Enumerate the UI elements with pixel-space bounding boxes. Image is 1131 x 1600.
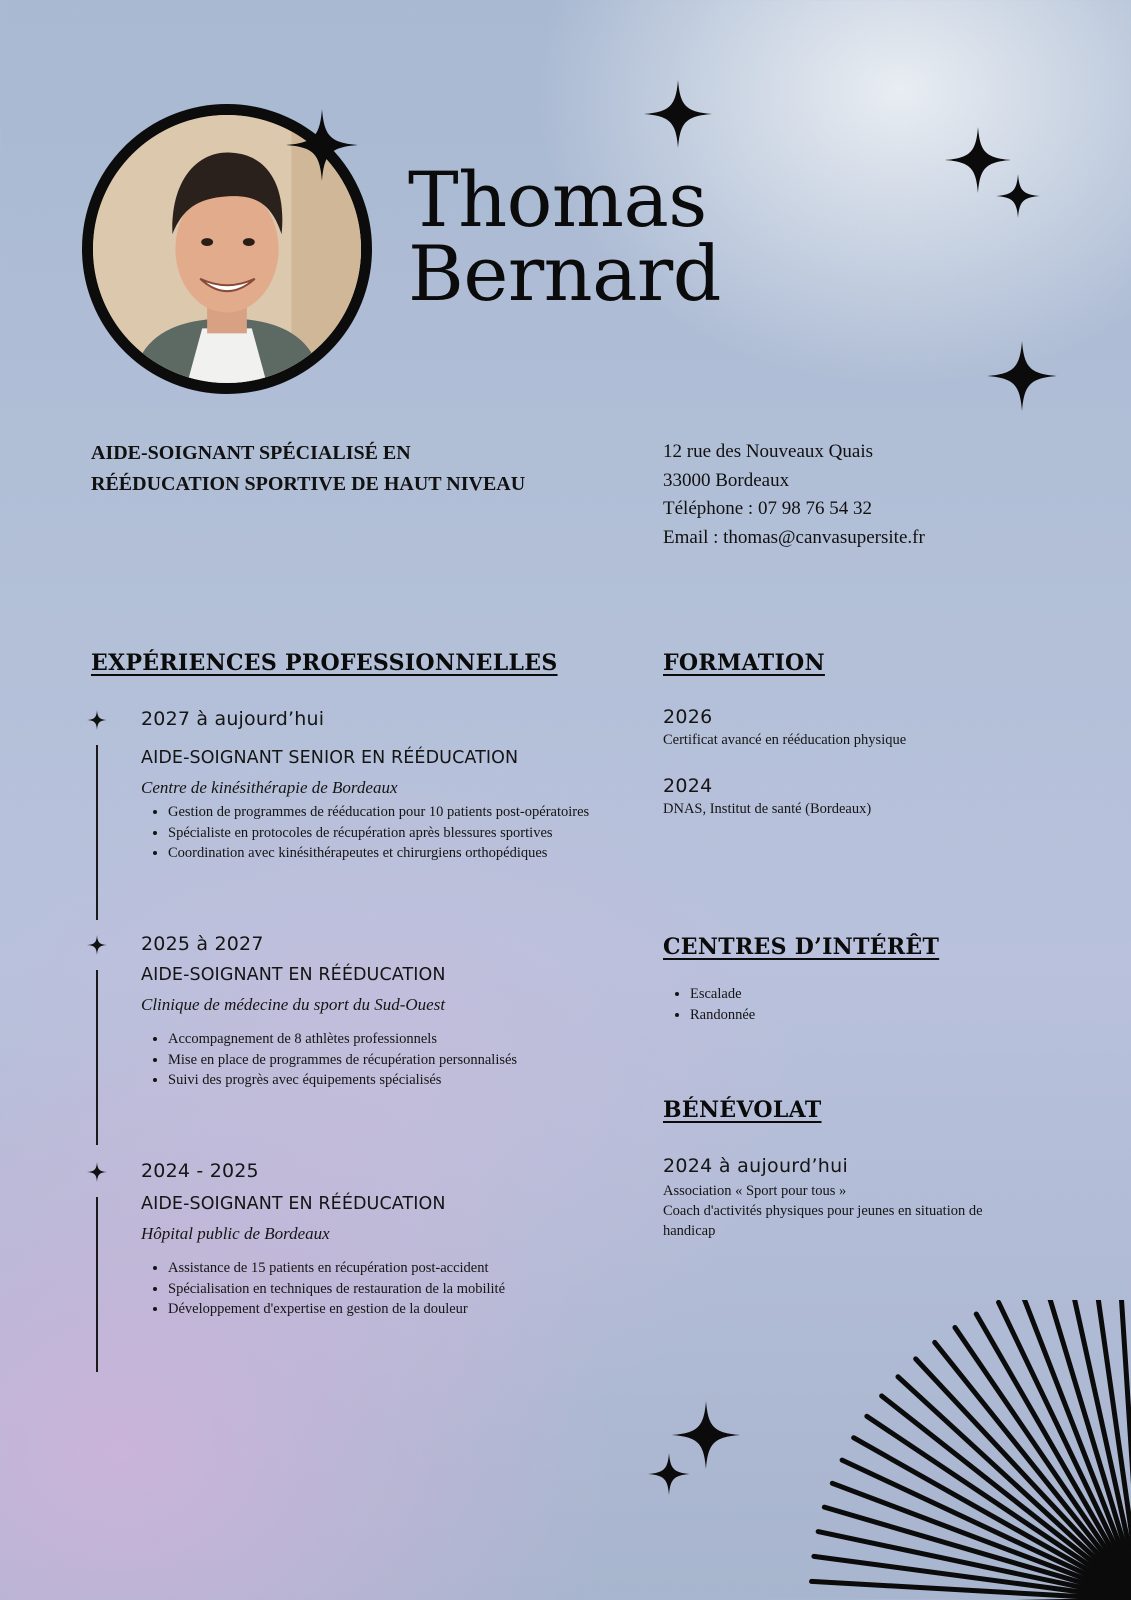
sparkle-icon	[648, 1452, 690, 1496]
experience-bullets	[141, 802, 589, 864]
sunburst-ray	[1022, 1300, 1127, 1563]
list-item: • Spécialisation en techniques de restauration de la mobilité	[168, 1279, 505, 1300]
experience-date: 2027 à aujourd’hui	[141, 708, 325, 730]
last-name: Bernard	[408, 229, 721, 318]
list-item: • Assistance de 15 patients en récupération post-accident	[168, 1258, 505, 1279]
sunburst-rays-icon	[791, 1300, 1131, 1600]
full-name	[408, 155, 721, 318]
experience-bullets	[141, 1258, 505, 1320]
experience-date: 2024 - 2025	[141, 1160, 259, 1182]
sparkle-icon	[996, 173, 1040, 219]
experience-item	[141, 1160, 505, 1320]
education-desc: DNAS, Institut de santé (Bordeaux)	[663, 801, 872, 817]
sparkle-icon	[987, 340, 1057, 412]
list-item: • Accompagnement de 8 athlètes professionnels	[168, 1029, 517, 1050]
education-heading: FORMATION	[663, 650, 825, 676]
volunteering-date: 2024 à aujourd’hui	[663, 1155, 849, 1177]
interests-heading: CENTRES D’INTÉRÊT	[663, 934, 940, 960]
experience-bullets	[141, 1029, 517, 1091]
timeline-star-icon	[87, 1162, 107, 1182]
experience-role: AIDE-SOIGNANT EN RÉÉDUCATION	[141, 965, 446, 985]
sparkle-icon	[644, 78, 712, 150]
list-item: • Suivi des progrès avec équipements spécialisés	[168, 1070, 517, 1091]
volunteering-org: Association « Sport pour tous »	[663, 1183, 847, 1199]
list-item: • Mise en place de programmes de récupération personnalisés	[168, 1050, 517, 1071]
contact-address: 12 rue des Nouveaux Quais	[663, 441, 874, 462]
experience-date: 2025 à 2027	[141, 933, 264, 955]
timeline-line	[96, 1197, 98, 1372]
timeline-line	[96, 970, 98, 1145]
list-item: • Escalade	[690, 984, 755, 1005]
experience-company: Hôpital public de Bordeaux	[141, 1224, 330, 1243]
experience-item	[141, 708, 589, 864]
education-item	[663, 775, 871, 819]
list-item: • Randonnée	[690, 1005, 755, 1026]
first-name: Thomas	[408, 155, 707, 244]
job-title	[91, 438, 611, 500]
contact-city: 33000 Bordeaux	[663, 469, 790, 491]
list-item: • Gestion de programmes de rééducation pour 10 patients post-opératoires	[168, 802, 589, 823]
interests-list	[663, 984, 755, 1025]
education-desc: Certificat avancé en rééducation physique	[663, 732, 907, 748]
experience-role: AIDE-SOIGNANT SENIOR EN RÉÉDUCATION	[141, 748, 519, 768]
volunteering-desc: Coach d'activités physiques pour jeunes en situation de	[663, 1203, 983, 1219]
list-item: • Spécialiste en protocoles de récupération après blessures sportives	[168, 823, 589, 844]
list-item: • Coordination avec kinésithérapeutes et chirurgiens orthopédiques	[168, 843, 589, 864]
list-item: • Développement d'expertise en gestion de la douleur	[168, 1299, 505, 1320]
contact-block	[663, 438, 925, 552]
contact-email[interactable]: Email : thomas@canvasupersite.fr	[663, 526, 925, 548]
experience-company: Centre de kinésithérapie de Bordeaux	[141, 778, 398, 797]
education-year: 2026	[663, 706, 713, 728]
timeline-line	[96, 745, 98, 920]
sparkle-icon	[286, 103, 358, 187]
education-year: 2024	[663, 775, 713, 797]
education-item	[663, 706, 906, 750]
volunteering-item	[663, 1155, 983, 1241]
job-title-line-1: AIDE-SOIGNANT SPÉCIALISÉ EN	[91, 442, 411, 464]
experience-heading: EXPÉRIENCES PROFESSIONNELLES	[91, 650, 558, 676]
job-title-line-2: RÉÉDUCATION SPORTIVE DE HAUT NIVEAU	[91, 473, 526, 495]
volunteering-desc: handicap	[663, 1223, 716, 1239]
experience-company: Clinique de médecine du sport du Sud-Ouest	[141, 995, 446, 1014]
experience-role: AIDE-SOIGNANT EN RÉÉDUCATION	[141, 1194, 446, 1214]
experience-item	[141, 933, 517, 1091]
timeline-star-icon	[87, 935, 107, 955]
contact-phone[interactable]: Téléphone : 07 98 76 54 32	[663, 498, 872, 519]
timeline-star-icon	[87, 710, 107, 730]
volunteering-heading: BÉNÉVOLAT	[663, 1097, 822, 1123]
